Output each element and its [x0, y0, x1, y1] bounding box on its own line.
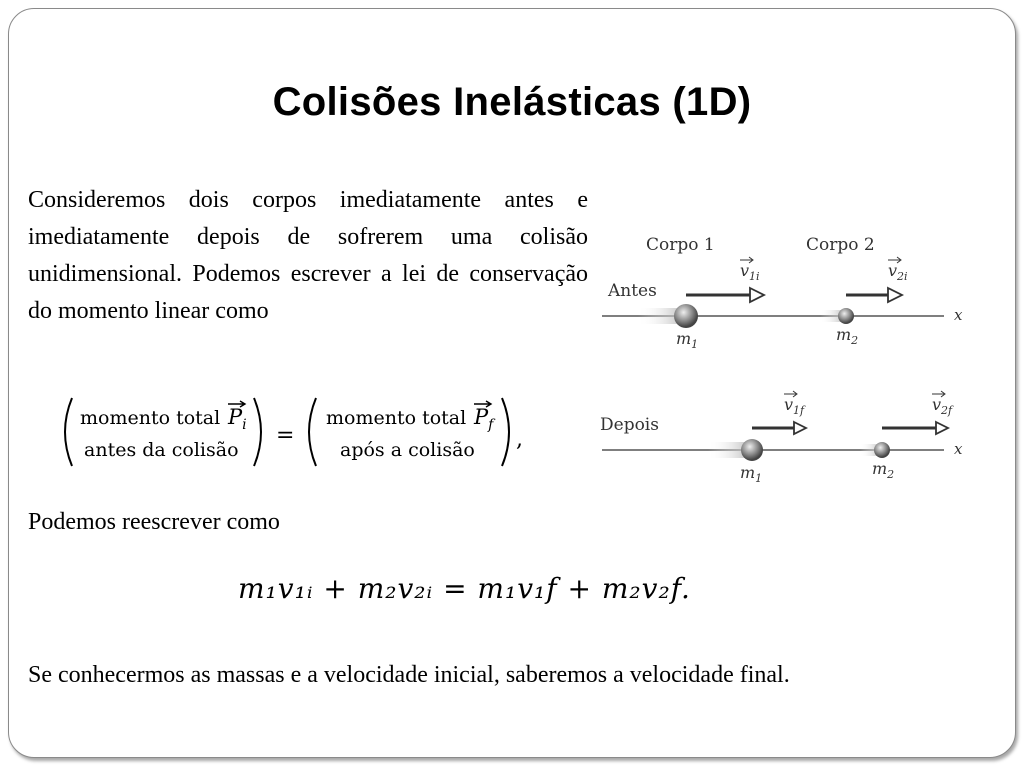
trailing-comma: ,	[516, 427, 523, 452]
left-line2: antes da colisão	[84, 439, 239, 461]
ball1-before	[674, 304, 698, 328]
momentum-symbol-equation: m₁v₁ᵢ + m₂v₂ᵢ = m₁v₁f + m₂v₂f.	[238, 572, 691, 605]
ball1-after	[741, 439, 763, 461]
v2f-label: $v_{2f}$	[932, 395, 953, 417]
v1i-arrow-head	[750, 288, 764, 302]
intro-paragraph: Consideremos dois corpos imediatamente antes e imediatamente depois de sofrerem uma colisão unidimensional. Podemos escrever a lei de conservação do momento linear como	[28, 187, 588, 324]
right-close-paren	[502, 398, 509, 466]
ball2-after	[874, 442, 890, 458]
equals-sign: =	[276, 423, 295, 448]
left-symbol: $P_i$	[228, 405, 247, 433]
m1-before-label: $m_1$	[676, 329, 699, 351]
antes-label: Antes	[608, 281, 657, 301]
depois-label: Depois	[600, 415, 659, 435]
rewrite-paragraph: Podemos reescrever como	[28, 509, 280, 535]
m1-after-label: $m_1$	[740, 463, 763, 485]
m2-after-label: $m_2$	[872, 459, 895, 481]
left-line1: momento total	[80, 407, 221, 429]
v2i-label: $v_{2i}$	[888, 261, 908, 283]
left-open-paren	[65, 398, 72, 466]
depois-axis-x-label: x	[954, 440, 963, 458]
v1i-label: $v_{1i}$	[740, 261, 760, 283]
corpo2-label: Corpo 2	[806, 235, 875, 255]
m2-before-label: $m_2$	[836, 325, 859, 347]
v1f-arrow-head	[794, 422, 806, 434]
right-line1: momento total	[326, 407, 467, 429]
corpo1-label: Corpo 1	[646, 235, 715, 255]
collision-diagram	[598, 222, 974, 494]
right-line2: após a colisão	[340, 439, 475, 461]
conclusion-paragraph: Se conhecermos as massas e a velocidade inicial, saberemos a velocidade final.	[28, 662, 790, 688]
v2i-arrow-head	[888, 288, 902, 302]
right-symbol: $P_f$	[474, 405, 494, 433]
slide-title: Colisões Inelásticas (1D)	[272, 80, 752, 124]
right-open-paren	[309, 398, 316, 466]
v1f-label: $v_{1f}$	[784, 395, 805, 417]
antes-axis-x-label: x	[954, 306, 963, 324]
left-close-paren	[254, 398, 261, 466]
ball2-before	[838, 308, 854, 324]
momentum-word-equation	[58, 394, 538, 470]
v2f-arrow-head	[936, 422, 948, 434]
